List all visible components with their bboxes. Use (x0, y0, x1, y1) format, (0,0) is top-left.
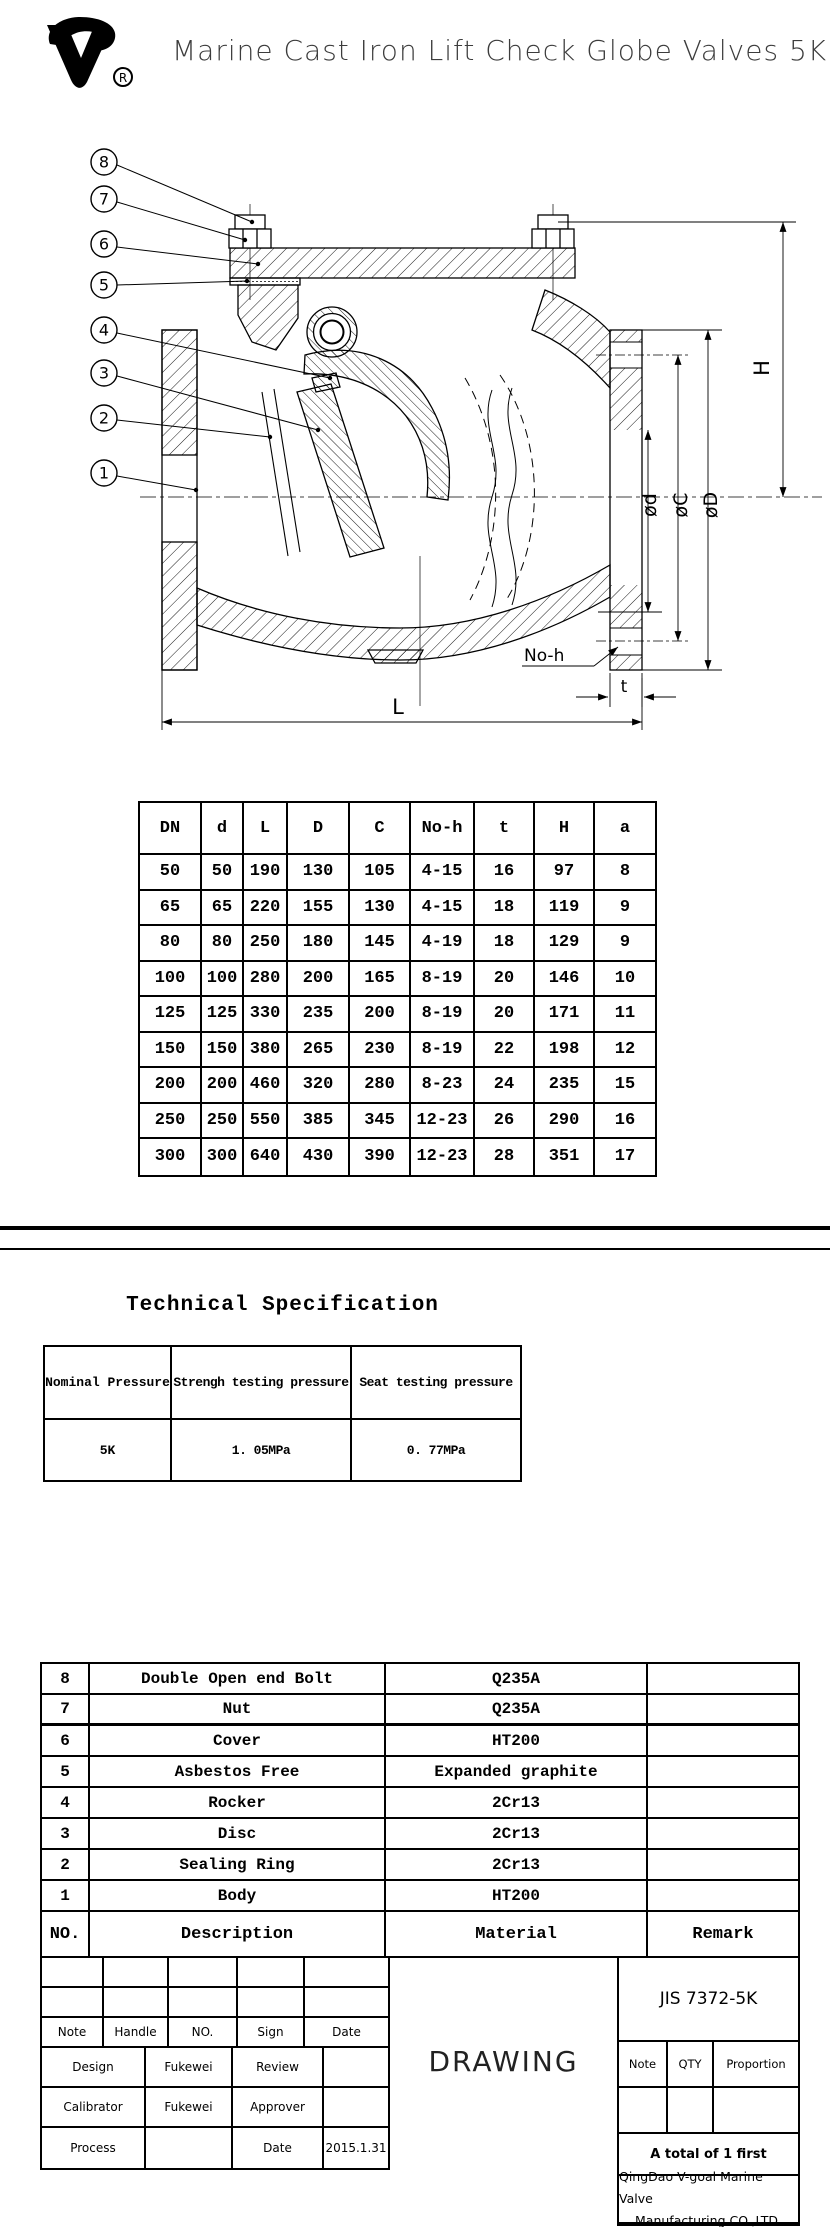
table-row (42, 1664, 798, 1695)
table-cell: 640 (244, 1139, 288, 1175)
table-cell: 171 (535, 997, 595, 1031)
table-cell: 130 (288, 855, 350, 889)
table-cell: 280 (244, 962, 288, 996)
bolt-right (532, 215, 574, 248)
table-cell: 280 (350, 1068, 411, 1102)
table-cell: 8-19 (411, 962, 475, 996)
table-cell: 129 (535, 926, 595, 960)
table-cell (619, 2088, 668, 2132)
table-cell: 11 (614, 1004, 636, 1024)
table-cell: 300 (140, 1139, 202, 1175)
table-cell: 16 (475, 855, 535, 889)
callout-5 (91, 272, 249, 298)
table-cell: 550 (244, 1104, 288, 1138)
table-cell: Sealing Ring (90, 1850, 386, 1879)
table-row (140, 926, 655, 962)
table-row (140, 1104, 655, 1140)
table-cell: QTY (668, 2042, 714, 2086)
table-cell: Review (233, 2048, 324, 2086)
table-row (619, 2088, 798, 2134)
table-row (619, 2042, 798, 2088)
table-cell: 235 (535, 1068, 595, 1102)
table-cell: 2Cr13 (386, 1788, 648, 1817)
valve-section-drawing (0, 90, 830, 750)
table-cell: d (202, 803, 244, 853)
table-cell: Cover (90, 1726, 386, 1755)
table-cell: 0. 77MPa (406, 1442, 466, 1458)
table-cell (648, 1850, 798, 1879)
dimension-phiC (670, 355, 692, 641)
table-cell: Q235A (386, 1695, 648, 1723)
table-cell: 385 (288, 1104, 350, 1138)
table-cell: 18 (475, 926, 535, 960)
table-cell: 220 (244, 891, 288, 925)
callout-4 (91, 317, 332, 380)
table-cell: 6 (42, 1726, 90, 1755)
table-row (140, 997, 655, 1033)
table-cell: Asbestos Free (90, 1757, 386, 1786)
table-row (42, 1988, 388, 2018)
svg-text:4: 4 (98, 320, 110, 340)
table-cell: 265 (288, 1033, 350, 1067)
table-cell (324, 2048, 388, 2086)
table-cell: 8 (42, 1664, 90, 1693)
table-cell: Description (90, 1912, 386, 1956)
table-cell: 5K (45, 1420, 172, 1480)
table-cell: Fukewei (146, 2048, 233, 2086)
parts-list-footer (42, 1912, 798, 1956)
table-cell: 130 (350, 891, 411, 925)
table-cell (714, 2088, 798, 2132)
company-line2: Manufacturing CO.,LTD. (635, 2213, 782, 2227)
table-cell (324, 2088, 388, 2126)
table-cell: 1. 05MPa (172, 1420, 352, 1480)
table-cell: 3 (42, 1819, 90, 1848)
table-row (42, 2128, 388, 2168)
table-cell: Sign (238, 2018, 305, 2046)
table-cell: No-h (411, 803, 475, 853)
table-cell (305, 1958, 388, 1986)
table-cell (146, 2128, 233, 2168)
table-row (42, 1958, 388, 1988)
table-row (140, 962, 655, 998)
table-cell: Expanded graphite (386, 1757, 648, 1786)
table-cell: 300 (202, 1139, 244, 1175)
table-cell (238, 1958, 305, 1986)
sealing-ring-section (262, 389, 300, 556)
table-cell: Material (386, 1912, 648, 1956)
table-cell: 2 (42, 1850, 90, 1879)
table-cell: 4-19 (411, 926, 475, 960)
table-cell: Note (42, 2018, 104, 2046)
table-cell: 80 (140, 926, 202, 960)
table-cell: 235 (288, 997, 350, 1031)
table-cell: Strengh testing pressure (172, 1347, 352, 1418)
table-cell: Date (332, 2025, 361, 2039)
table-cell (648, 1881, 798, 1910)
callout-1 (91, 460, 198, 492)
valve-internals (262, 307, 534, 607)
table-row (42, 1726, 798, 1757)
table-cell: Rocker (90, 1788, 386, 1817)
table-cell: Seat testing pressure (359, 1375, 513, 1390)
cover-section (230, 248, 575, 278)
table-row (42, 2048, 388, 2088)
table-cell: 12-23 (411, 1104, 475, 1138)
table-cell: Proportion (726, 2057, 786, 2071)
table-cell (648, 1695, 798, 1723)
company-name (619, 2169, 798, 2227)
svg-text:H: H (750, 360, 774, 376)
table-cell: Nominal Pressure (45, 1347, 172, 1418)
table-row (42, 1788, 798, 1819)
table-cell (238, 1988, 305, 2016)
table-cell: 26 (475, 1104, 535, 1138)
table-cell: Body (90, 1881, 386, 1910)
table-cell: 12-23 (411, 1139, 475, 1175)
table-cell: 165 (350, 962, 411, 996)
table-cell (648, 1726, 798, 1755)
table-cell: 65 (202, 891, 244, 925)
table-cell (648, 1819, 798, 1848)
dimension-table (138, 801, 657, 1177)
outlet-flange-section (610, 330, 642, 670)
table-row (42, 1819, 798, 1850)
table-cell: 65 (140, 891, 202, 925)
table-row (42, 1695, 798, 1726)
page-title: Marine Cast Iron Lift Check Globe Valves 5K (172, 34, 828, 67)
hinge-pin (307, 307, 357, 357)
table-cell (668, 2088, 714, 2132)
table-cell: 250 (244, 926, 288, 960)
table-cell: 8-23 (411, 1068, 475, 1102)
table-row (140, 855, 655, 891)
svg-text:8: 8 (98, 152, 110, 172)
table-cell: Fukewei (146, 2088, 233, 2126)
table-cell: Double Open end Bolt (90, 1664, 386, 1693)
table-cell: 4 (42, 1788, 90, 1817)
table-cell (305, 1988, 388, 2016)
table-cell: DN (140, 803, 202, 853)
table-cell: 150 (140, 1033, 202, 1067)
table-cell (648, 1757, 798, 1786)
table-cell: 9 (619, 897, 631, 917)
table-cell: 2Cr13 (386, 1850, 648, 1879)
table-cell: L (244, 803, 288, 853)
table-cell: Nut (90, 1695, 386, 1723)
table-cell: 351 (535, 1139, 595, 1175)
table-cell: 380 (244, 1033, 288, 1067)
table-row (42, 1881, 798, 1912)
spec-title: Technical Specification (126, 1294, 439, 1317)
svg-text:No-h: No-h (524, 646, 565, 666)
table-cell: Note (619, 2042, 668, 2086)
table-row (42, 2018, 388, 2048)
table-cell: Approver (233, 2088, 324, 2126)
parts-list-table (40, 1662, 800, 1958)
table-cell: 145 (350, 926, 411, 960)
table-cell: 9 (619, 933, 631, 953)
table-cell: 17 (614, 1147, 636, 1167)
svg-text:3: 3 (98, 363, 110, 383)
table-cell: 50 (140, 855, 202, 889)
vgoal-logo (24, 8, 144, 92)
table-cell (169, 1958, 238, 1986)
table-row (140, 1139, 655, 1175)
table-cell: t (475, 803, 535, 853)
bolt-left (229, 215, 271, 248)
table-cell: 230 (350, 1033, 411, 1067)
titleblock-approval-table (40, 1958, 390, 2170)
table-cell: 180 (288, 926, 350, 960)
table-cell: 20 (475, 962, 535, 996)
cover-bolts (229, 215, 574, 248)
table-cell: 8 (619, 862, 631, 882)
table-cell: 5 (42, 1757, 90, 1786)
table-cell: Design (42, 2048, 146, 2086)
table-cell: 460 (244, 1068, 288, 1102)
table-cell (648, 1664, 798, 1693)
table-row (45, 1347, 520, 1420)
table-cell: 1 (42, 1881, 90, 1910)
callout-8 (91, 149, 254, 224)
svg-text:2: 2 (98, 408, 110, 428)
svg-text:ød: ød (639, 493, 661, 517)
table-cell: C (350, 803, 411, 853)
table-cell: 190 (244, 855, 288, 889)
svg-text:L: L (392, 695, 404, 719)
table-cell: 50 (202, 855, 244, 889)
standard-number: JIS 7372-5K (619, 1958, 798, 2042)
table-row (140, 1033, 655, 1069)
label-no-h (522, 646, 618, 666)
table-cell: HT200 (386, 1881, 648, 1910)
table-cell: 2015.1.31 (325, 2141, 387, 2155)
table-cell: 146 (535, 962, 595, 996)
table-cell: 2Cr13 (386, 1819, 648, 1848)
svg-text:6: 6 (98, 234, 110, 254)
table-cell: NO. (42, 1912, 90, 1956)
table-row (140, 1068, 655, 1104)
table-cell: Q235A (386, 1664, 648, 1693)
table-cell: Disc (90, 1819, 386, 1848)
table-cell (42, 1958, 104, 1986)
table-cell: 12 (614, 1039, 636, 1059)
table-cell: 105 (350, 855, 411, 889)
table-cell: 18 (475, 891, 535, 925)
table-cell: 150 (202, 1033, 244, 1067)
table-cell: Remark (692, 1924, 754, 1944)
table-cell (169, 1988, 238, 2016)
table-cell: 200 (288, 962, 350, 996)
table-cell: Calibrator (42, 2088, 146, 2126)
svg-text:øD: øD (700, 491, 722, 519)
table-cell: 8-19 (411, 997, 475, 1031)
table-cell: 100 (202, 962, 244, 996)
table-cell: 250 (202, 1104, 244, 1138)
svg-text:7: 7 (98, 189, 110, 209)
table-cell: 430 (288, 1139, 350, 1175)
table-row (45, 1420, 520, 1480)
titleblock-info (617, 1958, 800, 2226)
divider-thick (0, 1226, 830, 1230)
sheet-total: A total of 1 first (619, 2134, 798, 2176)
table-cell: H (535, 803, 595, 853)
svg-text:t: t (620, 677, 628, 697)
table-cell: 345 (350, 1104, 411, 1138)
spec-table (43, 1345, 522, 1482)
table-cell: 198 (535, 1033, 595, 1067)
table-cell: 10 (614, 968, 636, 988)
dimension-table-body (140, 855, 655, 1175)
table-cell: 80 (202, 926, 244, 960)
table-cell: 7 (42, 1695, 90, 1723)
table-cell (104, 1988, 169, 2016)
table-cell: Process (42, 2128, 146, 2168)
table-cell: 100 (140, 962, 202, 996)
table-cell: 4-15 (411, 891, 475, 925)
table-cell: NO. (169, 2018, 238, 2046)
table-cell (104, 1958, 169, 1986)
table-row (42, 2088, 388, 2128)
table-cell (42, 1988, 104, 2016)
table-cell: Handle (104, 2018, 169, 2046)
callout-7 (91, 186, 247, 242)
table-row (42, 1757, 798, 1788)
table-cell: 200 (350, 997, 411, 1031)
table-cell: 97 (535, 855, 595, 889)
table-cell: 15 (614, 1075, 636, 1095)
divider-thin (0, 1248, 830, 1250)
table-cell: 8-19 (411, 1033, 475, 1067)
table-cell: 250 (140, 1104, 202, 1138)
disc-section (297, 384, 384, 557)
table-cell: 24 (475, 1068, 535, 1102)
table-cell: 22 (475, 1033, 535, 1067)
table-row (42, 1850, 798, 1881)
company-line1: QingDao V-goal Marine Valve (619, 2169, 763, 2206)
table-cell (648, 1788, 798, 1817)
svg-text:øC: øC (670, 492, 692, 518)
table-cell: D (288, 803, 350, 853)
parts-list-body (42, 1664, 798, 1912)
table-cell: 16 (614, 1110, 636, 1130)
table-cell: 28 (475, 1139, 535, 1175)
table-cell: 125 (140, 997, 202, 1031)
table-row (140, 891, 655, 927)
table-cell: HT200 (386, 1726, 648, 1755)
table-cell: 155 (288, 891, 350, 925)
dimension-t (576, 673, 676, 707)
table-cell: 20 (475, 997, 535, 1031)
registered-icon: R (118, 71, 128, 85)
valve-body (162, 248, 642, 670)
svg-text:1: 1 (98, 463, 110, 483)
table-cell: 320 (288, 1068, 350, 1102)
table-cell: 330 (244, 997, 288, 1031)
table-cell: 290 (535, 1104, 595, 1138)
table-cell: Date (233, 2128, 324, 2168)
dimension-table-header (140, 803, 655, 855)
table-cell: 119 (535, 891, 595, 925)
table-cell: 4-15 (411, 855, 475, 889)
table-cell: 200 (140, 1068, 202, 1102)
table-cell: a (619, 818, 631, 838)
table-cell: 390 (350, 1139, 411, 1175)
table-cell: 200 (202, 1068, 244, 1102)
drawing-label: DRAWING (428, 2045, 579, 2078)
svg-text:5: 5 (98, 275, 110, 295)
table-cell: 125 (202, 997, 244, 1031)
